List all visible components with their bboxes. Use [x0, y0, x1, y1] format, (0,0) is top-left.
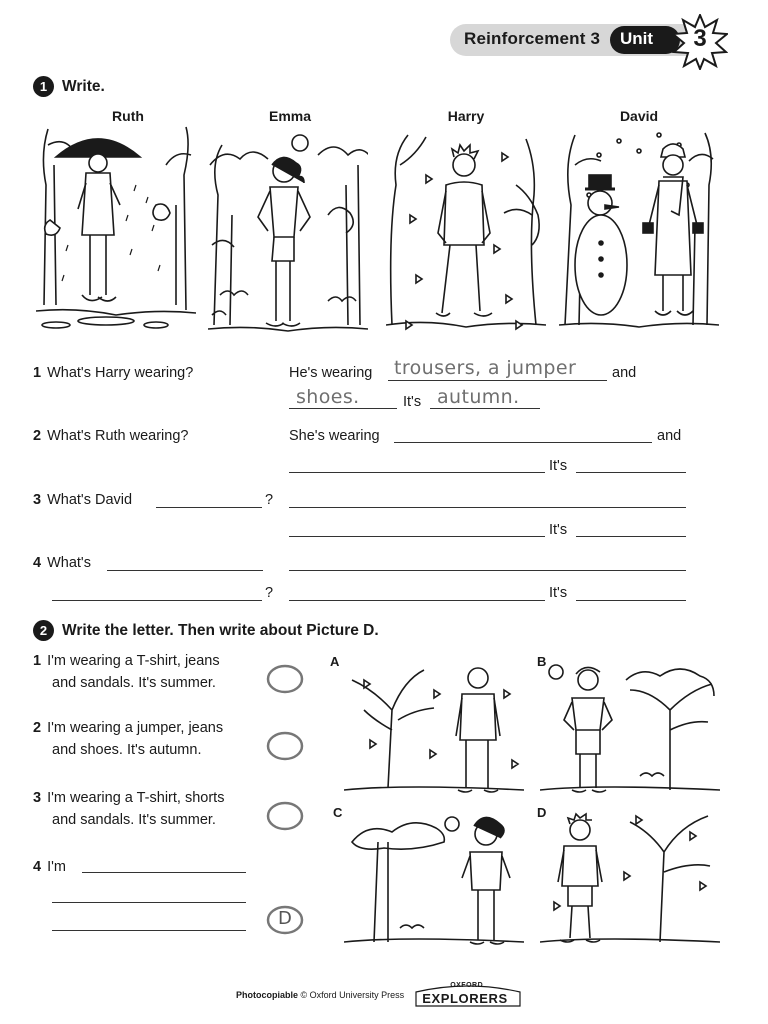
answer-1-start: He's wearing [289, 365, 373, 381]
statement-1 [33, 650, 220, 694]
illustration-b-girl-summer [540, 650, 720, 795]
picture-label-d: D [537, 805, 547, 820]
copyright-text: © Oxford University Press [300, 990, 405, 1000]
answer-line[interactable] [430, 408, 540, 409]
section-number: 1 [33, 76, 54, 97]
answer-line[interactable] [52, 902, 246, 903]
answer-1-its: It's [403, 394, 422, 410]
answer-4-its: It's [549, 585, 568, 601]
answer-2-and: and [657, 428, 682, 444]
answer-line[interactable] [289, 600, 545, 601]
answer-line[interactable] [289, 507, 686, 508]
statement-line: I'm wearing a T-shirt, shorts [47, 790, 225, 806]
question-blank-line[interactable] [52, 600, 262, 601]
section-2-heading [33, 620, 379, 641]
answer-line[interactable] [52, 930, 246, 931]
handwritten-answer: autumn. [437, 386, 520, 408]
illustration-d-boy-autumn [540, 802, 720, 947]
illustration-emma-summer [208, 125, 368, 340]
illustration-a-boy-autumn [344, 650, 524, 795]
logo-top-text: OXFORD [450, 982, 484, 989]
question-4 [33, 555, 91, 571]
illustration-harry-autumn [386, 125, 546, 340]
answer-line[interactable] [576, 472, 686, 473]
unit-header [450, 16, 746, 64]
name-ruth: Ruth [112, 108, 144, 124]
item-number: 4 [33, 859, 42, 875]
name-emma: Emma [268, 108, 312, 124]
question-mark: ? [265, 585, 274, 601]
answer-line[interactable] [289, 472, 545, 473]
picture-label-b: B [537, 654, 547, 669]
footer [236, 982, 524, 1008]
name-harry: Harry [447, 108, 485, 124]
answer-2-its: It's [549, 458, 568, 474]
question-text: What's Harry wearing? [47, 365, 194, 381]
logo-main-text: EXPLORERS [422, 991, 508, 1006]
illustration-ruth-umbrella [36, 125, 196, 340]
answer-line[interactable] [576, 600, 686, 601]
answer-oval-1[interactable] [266, 664, 304, 694]
statement-4 [33, 856, 66, 878]
section-1-heading [33, 76, 105, 97]
question-number: 1 [33, 365, 42, 381]
question-text: What's Ruth wearing? [47, 428, 189, 444]
answer-oval-2[interactable] [266, 731, 304, 761]
name-david: David [619, 108, 659, 124]
handwritten-answer: shoes. [296, 386, 360, 408]
item-number: 3 [33, 790, 42, 806]
section-number: 2 [33, 620, 54, 641]
question-3 [33, 492, 132, 508]
answer-line[interactable] [289, 536, 545, 537]
question-blank-line[interactable] [107, 570, 263, 571]
question-number: 4 [33, 555, 42, 571]
answer-2-start: She's wearing [289, 428, 380, 444]
question-text: What's David [47, 492, 133, 508]
photocopiable-label: Photocopiable [236, 990, 299, 1000]
statement-line: I'm wearing a T-shirt, jeans [47, 653, 220, 669]
question-number: 2 [33, 428, 42, 444]
footer-text [236, 990, 404, 1000]
answer-oval-4[interactable] [266, 905, 304, 935]
oxford-explorers-logo [412, 982, 524, 1008]
question-1 [33, 365, 193, 381]
answer-1-and: and [612, 365, 637, 381]
answer-line[interactable] [576, 536, 686, 537]
statement-line: I'm wearing a jumper, jeans [47, 720, 224, 736]
illustration-c-girl-summer [344, 802, 524, 947]
unit-number: 3 [693, 25, 707, 52]
question-2 [33, 428, 188, 444]
answer-line[interactable] [388, 380, 607, 381]
answer-3-its: It's [549, 522, 568, 538]
answer-line[interactable] [394, 442, 652, 443]
oval-answer-letter: D [278, 908, 292, 929]
answer-oval-3[interactable] [266, 801, 304, 831]
picture-label-c: C [333, 805, 343, 820]
question-mark: ? [265, 492, 274, 508]
unit-label-badge [610, 26, 680, 54]
question-blank-line[interactable] [156, 507, 262, 508]
handwritten-answer: trousers, a jumper [394, 357, 577, 379]
statement-line: and sandals. It's summer. [52, 812, 216, 828]
item-number: 1 [33, 653, 42, 669]
unit-label: Unit [620, 29, 654, 48]
picture-label-a: A [330, 654, 340, 669]
statement-line: and shoes. It's autumn. [52, 742, 202, 758]
statement-2 [33, 717, 223, 761]
answer-line[interactable] [289, 570, 686, 571]
answer-line[interactable] [82, 872, 246, 873]
statement-line: and sandals. It's summer. [52, 675, 216, 691]
statement-3 [33, 787, 224, 831]
illustration-david-winter [559, 125, 719, 340]
item-number: 2 [33, 720, 42, 736]
answer-line[interactable] [289, 408, 397, 409]
section-title: Write. [62, 77, 105, 95]
question-number: 3 [33, 492, 42, 508]
question-text: What's [47, 555, 91, 571]
statement-line: I'm [47, 859, 66, 875]
section-title: Write the letter. Then write about Picture D. [62, 621, 379, 639]
header-title: Reinforcement 3 [464, 29, 601, 48]
